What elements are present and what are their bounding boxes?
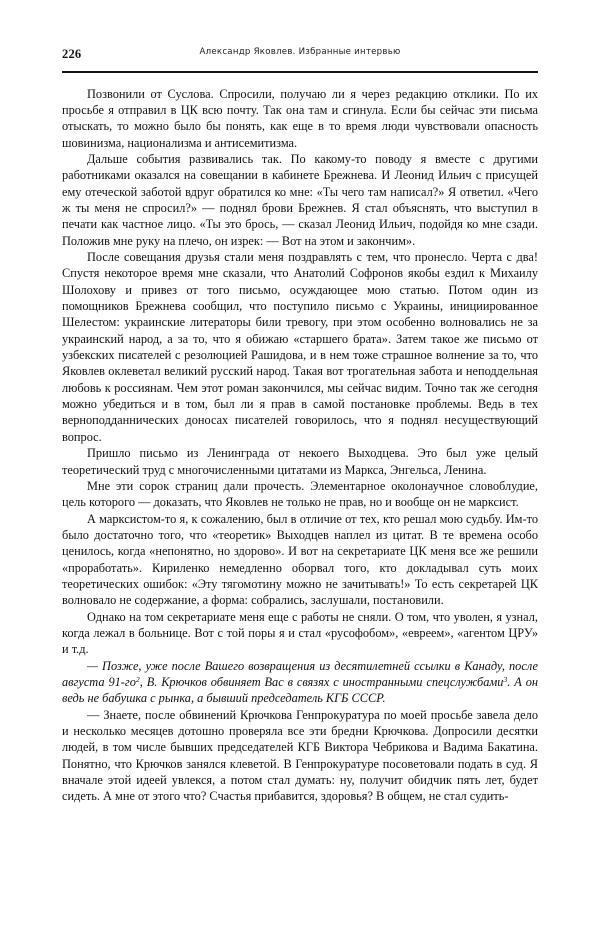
paragraph: А марксистом-то я, к сожалению, был в отличие от тех, кто решал мою судьбу. Им-то было достаточно того, что «теоретик» Выходцев наплел из цитат. В те времена особо ценилось, когда «непонятно, но здорово». И вот на секретариате ЦК меня все же решили «проработать». Кириленко немедленно оборвал того, кто докладывал суть моих теоретических ошибок: «Эту тягомотину можно не зачитывать!» То есть секретарей ЦК волновало не содержание, а форма: собрались, заслушали, постановили. [62,511,538,608]
paragraph-text-run: , В. Крючков обвиняет Вас в связях с иностранными спецслужбами [139,674,504,689]
paragraph: — Знаете, после обвинений Крючкова Генпрокуратура по моей просьбе завела дело и несколько месяцев дотошно проверяла все эти бредни Крючкова. Допросили десятки людей, в том числе бывших председателей КГБ Виктора Чебрикова и Вадима Бакатина. Понятно, что Крючков занялся клеветой. В Генпрокуратуре посоветовали подать в суд. Я вначале этой идеей увлекся, а потом стал думать: ну, получит обидчик пять лет, будет сидеть. А мне от этого что? Счастья прибавится, здоровья? В общем, не стал судить- [62,707,538,804]
paragraph [62,658,538,707]
running-head [62,48,538,66]
paragraph-text-run: — Позже, уже после Вашего возвращения из десятилетней ссылки в Канаду, после августа 91-го [62,658,538,689]
paragraph: Однако на том секретариате меня еще с работы не сняли. О том, что уволен, я узнал, когда лежал в больнице. Вот с той поры я и стал «русофобом», «евреем», «агентом ЦРУ» и т.д. [62,609,538,657]
running-header-title: Александр Яковлев. Избранные интервью [199,47,401,57]
footnote-marker: 2 [135,675,140,684]
body-text [62,86,538,805]
paragraph-text-run: . А он ведь не бабушка с рынка, а бывший председатель КГБ СССР. [62,674,538,706]
paragraph: Дальше события развивались так. По какому-то поводу я вместе с другими работниками оказался на совещании в кабинете Брежнева. И Леонид Ильич с присущей ему отеческой заботой вдруг обратился ко мне: «Ты чего там написал?» Я ответил. «Чего ж ты меня не спросил?» — поднял брови Брежнев. Я стал объяснять, что выступил в печати как частное лицо. «Ты это брось, — сказал Леонид Ильич, подойдя ко мне сзади. Положив мне руку на плечо, он изрек: — Вот на этом и закончим». [62,151,538,248]
header-rule-divider [62,71,538,73]
page-text-block [62,48,538,805]
footnote-marker: 3 [503,675,508,684]
paragraph: Мне эти сорок страниц дали прочесть. Элементарное околонаучное словоблудие, цель которого — доказать, что Яковлев не только не прав, но и вообще он не марксист. [62,478,538,510]
paragraph: Пришло письмо из Ленинграда от некоего Выходцева. Это был уже целый теоретический труд с многочисленными цитатами из Маркса, Энгельса, Ленина. [62,446,538,477]
page-number: 226 [62,47,82,61]
paragraph: После совещания друзья стали меня поздравлять с тем, что пронесло. Черта с два! Спустя некоторое время мне сказали, что Анатолий Софронов якобы ездил к Михаилу Шолохову и привез от того письмо, осуждающее мою статью. Потом один из помощников Брежнева сообщил, что поступило письмо с Украины, инициированное Шелестом: украинские литераторы били тревогу, при этом особенно волновались не за украинский народ, а за то, что я обижаю «старшего брата». Затем такое же письмо от узбекских писателей с резолюцией Рашидова, и в нем тоже страшное волнение за то, что Яковлев оклеветал великий русский народ. Такая вот трогательная забота и неподдельная любовь к россиянам. Чем этот роман закончился, мы сейчас видим. Точно так же сегодня можно убедиться и в том, был ли я прав в самой постановке проблемы. Ведь в тех верноподданнических доносах писателей говорилось, что я поднял несуществующий вопрос. [62,250,538,444]
paragraph: Позвонили от Суслова. Спросили, получаю ли я через редакцию отклики. По их просьбе я отправил в ЦК всю почту. Так она там и сгинула. Если бы сейчас эти письма отыскать, то можно было бы понять, как еще в то время люди чувствовали опасность шовинизма, национализма и антисемитизма. [62,86,538,150]
